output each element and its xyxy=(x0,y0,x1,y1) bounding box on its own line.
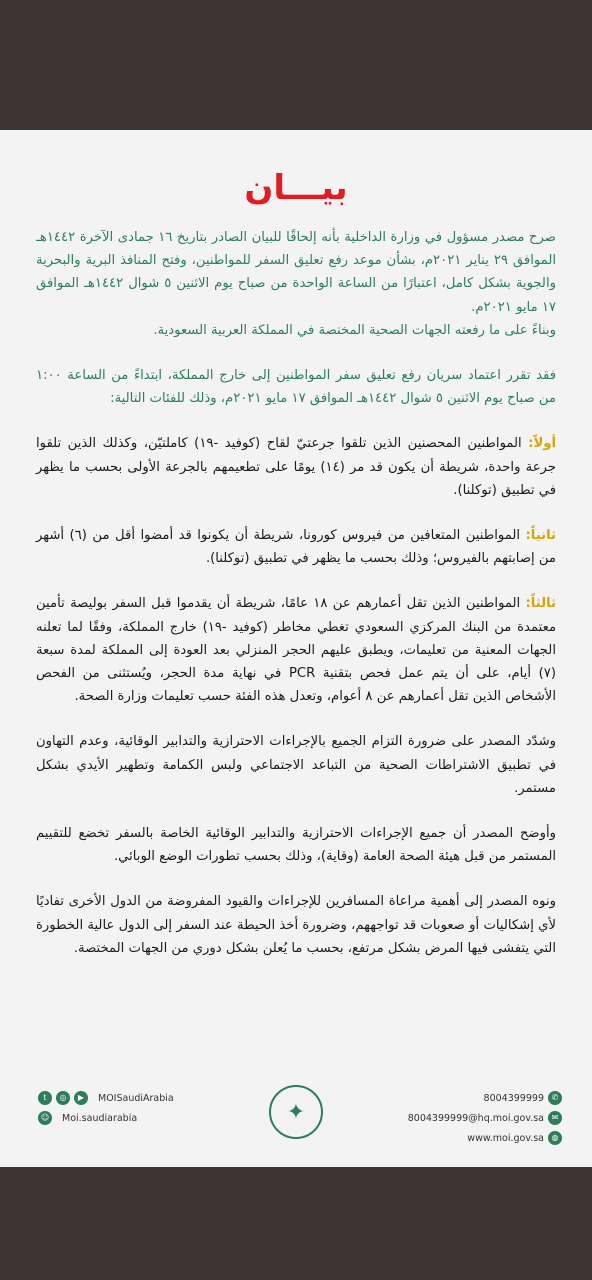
youtube-icon[interactable]: ▶ xyxy=(74,1091,88,1105)
intro-text: صرح مصدر مسؤول في وزارة الداخلية بأنه إلحاقًا للبيان الصادر بتاريخ ١٦ جمادى الآخرة ١٤٤٢هـ الموافق ٢٩ يناير ٢٠٢١م، بشأن موعد رفع تعليق السفر للمواطنين، وفتح المنافذ البرية والبحرية والجوية بشكل كامل، اعتبارًا من الساعة الواحدة من صباح يوم الاثنين ٥ شوال ١٤٤٢هـ الموافق ١٧ مايو ٢٠٢١م. xyxy=(36,230,557,315)
second-text: المواطنين المتعافين من فيروس كورونا، شريطة أن يكونوا قد أمضوا أقل من (٦) أشهر من إصابتهم بالفيروس؛ وذلك بحسب ما يظهر في تطبيق (توكلنا). xyxy=(36,528,556,567)
website-link[interactable]: www.moi.gov.sa xyxy=(467,1132,544,1144)
paragraph-evaluation: وأوضح المصدر أن جميع الإجراءات الاحترازية والتدابير الوقائية الخاصة بالسفر تخضع للتقييم المستمر من قبل هيئة الصحة العامة (وقاية)، وذلك بحسب تطورات الوضع الوبائي. xyxy=(36,826,556,865)
intro-text-2: وبناءً على ما رفعته الجهات الصحية المختصة في المملكة العربية السعودية. xyxy=(153,322,556,338)
third-lead: ثالثاً: xyxy=(525,596,556,612)
contact-info xyxy=(408,1091,562,1151)
email-icon: ✉ xyxy=(548,1111,562,1125)
phone-number[interactable]: 8004399999 xyxy=(483,1092,544,1104)
social-handle[interactable]: MOISaudiArabia xyxy=(98,1092,174,1104)
footer xyxy=(30,1087,562,1153)
email-address[interactable]: 8004399999@hq.moi.gov.sa xyxy=(407,1112,544,1124)
phone-icon: ✆ xyxy=(548,1091,562,1105)
twitter-icon[interactable]: t xyxy=(38,1091,52,1105)
paragraph-travelers: ونوه المصدر إلى أهمية مراعاة المسافرين للإجراءات والقيود المفروضة من الدول الأخرى تفاديًا لأي إشكاليات أو صعوبات قد تواجههم، وضرورة أخذ الحيطة عند السفر إلى الدول عالية الخطورة التي يتفشى فيها المرض بشكل مرتفع، بحسب ما يُعلن بشكل دوري من الجهات المختصة. xyxy=(36,894,556,956)
statement-title: بيـــان xyxy=(244,168,348,208)
second-lead: ثانياً: xyxy=(525,528,556,544)
globe-icon: ◍ xyxy=(548,1131,562,1145)
snapchat-handle[interactable]: Moi.saudiarabia xyxy=(62,1112,138,1124)
first-lead: أولاً: xyxy=(528,436,557,452)
statement-document xyxy=(0,130,592,1167)
social-links xyxy=(38,1091,174,1131)
third-text: المواطنين الذين تقل أعمارهم عن ١٨ عامًا، شريطة أن يقدموا قبل السفر بوليصة تأمين معتمدة من البنك المركزي السعودي تغطي مخاطر (كوفيد -١٩) خارج المملكة، وفقًا لما تعلنه الجهات المعنية من تعليمات، ويطبق عليهم الحجر المنزلي بعد العودة إلى المملكة لمدة سبعة (٧) أيام، على أن يتم عمل فحص بتقنية PCR في نهاية مدة الحجر، ويُستثنى من الفحص الأشخاص الذين تقل أعمارهم عن ٨ أعوام، وتعدل هذه الفئة حسب تعليمات وزارة الصحة. xyxy=(36,596,557,705)
paragraph-intro xyxy=(36,226,556,342)
snapchat-icon[interactable]: ☺ xyxy=(38,1111,52,1125)
paragraph-measures: وشدّد المصدر على ضرورة التزام الجميع بالإجراءات الاحترازية والتدابير الوقائية، وعدم التهاون في تطبيق الاشتراطات الصحية من التباعد الاجتماعي ولبس الكمامة وتطهير الأيدي بشكل مستمر. xyxy=(36,734,556,796)
paragraph-third xyxy=(36,592,556,708)
instagram-icon[interactable]: ◎ xyxy=(56,1091,70,1105)
paragraph-second xyxy=(36,524,556,570)
paragraph-decision: فقد تقرر اعتماد سريان رفع تعليق سفر المواطنين إلى خارج المملكة، ابتداءً من الساعة ١:٠٠ من صباح يوم الاثنين ٥ شوال ١٤٤٢هـ الموافق ١٧ مايو ٢٠٢١م، وذلك للفئات التالية: xyxy=(36,368,556,407)
first-text: المواطنين المحصنين الذين تلقوا جرعتيّ لقاح (كوفيد -١٩) كاملتيّن، وكذلك الذين تلقوا جرعة واحدة، شريطة أن يكون قد مر (١٤) يومًا على تطعيمهم بالجرعة الأولى بحسب ما يظهر في تطبيق (توكلنا). xyxy=(36,436,556,498)
ministry-emblem-icon: ✦ xyxy=(269,1085,323,1139)
paragraph-first xyxy=(36,432,556,502)
